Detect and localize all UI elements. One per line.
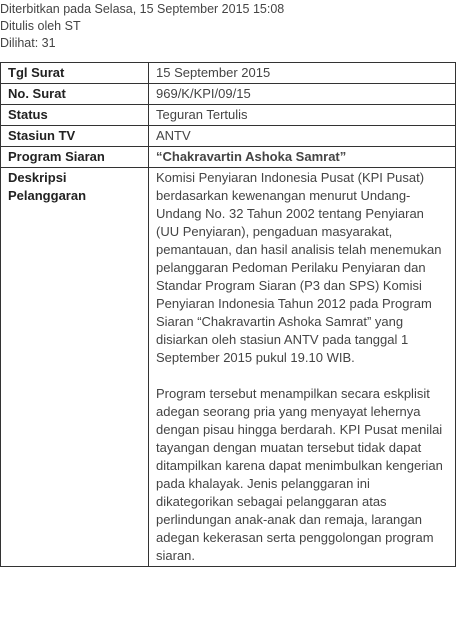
table-row [1, 84, 456, 105]
table-row [1, 168, 456, 567]
description-paragraph: Program tersebut menampilkan secara eskplisit adegan seorang pria yang menyayat lehernya dengan pisau hingga berdarah. KPI Pusat menilai tayangan dengan muatan tersebut tidak dapat ditampilkan karena dapat menimbulkan kengerian pada khalayak. Jenis pelanggaran ini dikategorikan sebagai pelanggaran atas perlindungan anak-anak dan remaja, larangan adegan kekerasan serta penggolongan program siaran. [156, 386, 443, 563]
row-value-status: Teguran Tertulis [149, 105, 456, 126]
table-row [1, 147, 456, 168]
row-value-stasiun-tv: ANTV [149, 126, 456, 147]
description-paragraph: Komisi Penyiaran Indonesia Pusat (KPI Pusat) berdasarkan kewenangan menurut Undang-Undang No. 32 Tahun 2002 tentang Penyiaran (UU Penyiaran), pengaduan masyarakat, pemantauan, dan hasil analisis telah menemukan pelanggaran Pedoman Perilaku Penyiaran dan Standar Program Siaran (P3 dan SPS) Komisi Penyiaran Indonesia Tahun 2012 pada Program Siaran “Chakravartin Ashoka Samrat” yang disiarkan oleh stasiun ANTV pada tanggal 1 September 2015 pukul 19.10 WIB. [156, 170, 442, 365]
article-meta [0, 0, 457, 52]
author-line: Ditulis oleh ST [0, 19, 81, 33]
table-row [1, 126, 456, 147]
row-value-tgl-surat: 15 September 2015 [149, 63, 456, 84]
row-value-deskripsi [149, 168, 456, 567]
view-count: Dilihat: 31 [0, 36, 56, 50]
row-label-program-siaran: Program Siaran [1, 147, 149, 168]
row-label-status: Status [1, 105, 149, 126]
table-row [1, 63, 456, 84]
row-label-stasiun-tv: Stasiun TV [1, 126, 149, 147]
row-label-no-surat: No. Surat [1, 84, 149, 105]
row-label-tgl-surat: Tgl Surat [1, 63, 149, 84]
published-date: Diterbitkan pada Selasa, 15 September 2015 15:08 [0, 2, 285, 16]
row-label-deskripsi: Deskripsi Pelanggaran [1, 168, 149, 567]
row-value-no-surat: 969/K/KPI/09/15 [149, 84, 456, 105]
table-row [1, 105, 456, 126]
row-value-program-siaran: “Chakravartin Ashoka Samrat” [149, 147, 456, 168]
letter-info-table [0, 62, 456, 567]
